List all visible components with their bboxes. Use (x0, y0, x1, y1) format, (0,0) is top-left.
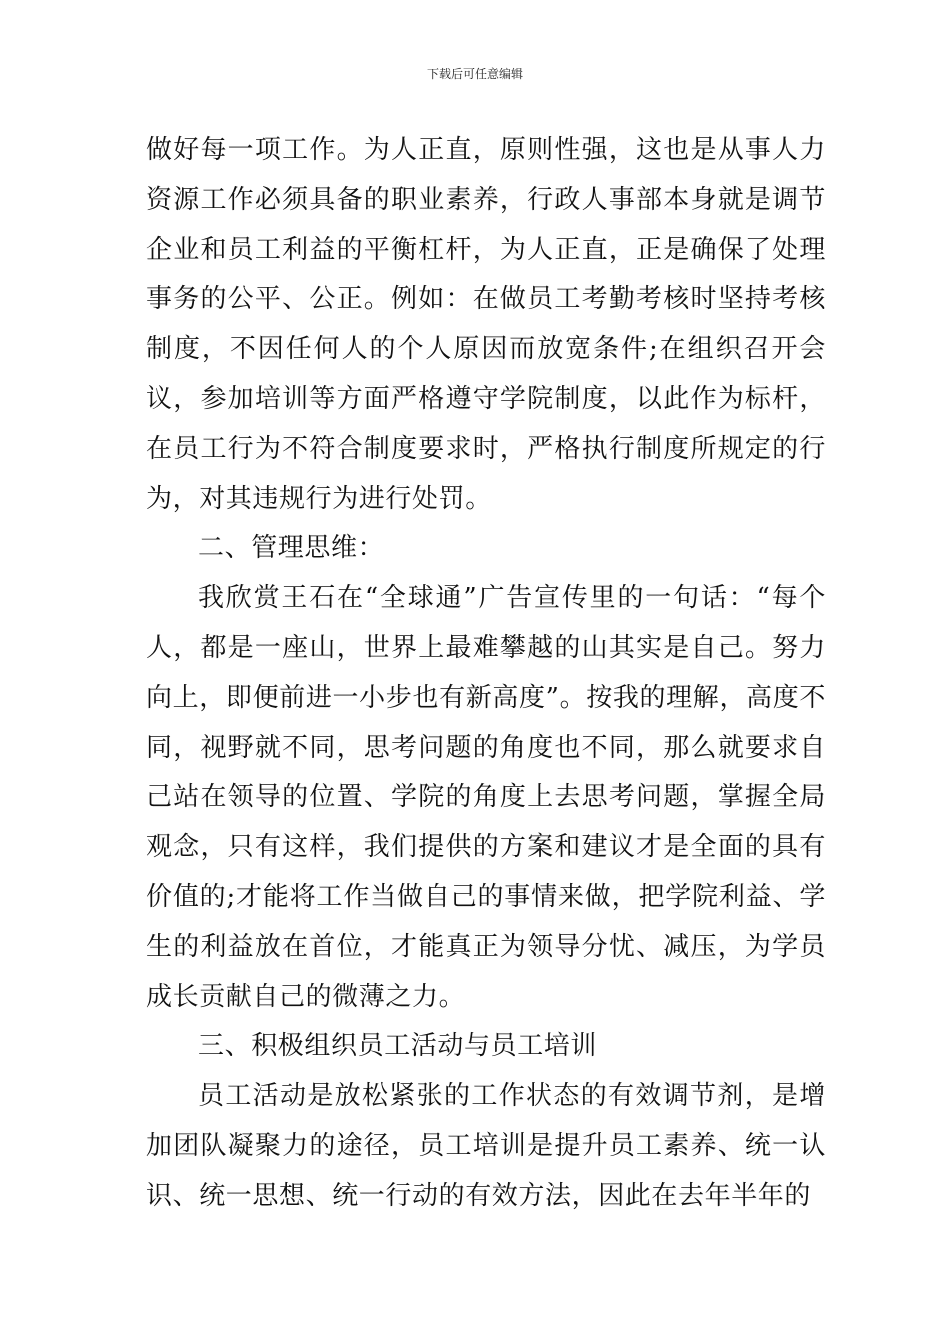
page-header-note: 下载后可任意编辑 (426, 67, 523, 81)
section-heading-staff-activities: 三、积极组织员工活动与员工培训 (198, 1031, 598, 1062)
paragraph-management-thinking: 我欣赏王石在“全球通”广告宣传里的一句话：“每个人，都是一座山，世界上最难攀越的山其实是自己。努力向上，即便前进一小步也有新高度”。按我的理解，高度不同，视野就不同，思考问题的角度也不同，那么就要求自己站在领导的位置、学院的角度上去思考问题，掌握全局观念，只有这样，我们提供的方案和建议才是全面的具有价值的;才能将工作当做自己的事情来做，把学院利益、学生的利益放在首位，才能真正为领导分忧、减压，为学员成长贡献自己的微薄之力。 (146, 583, 826, 1012)
document-body (146, 126, 826, 1222)
paragraph-staff-activities: 员工活动是放松紧张的工作状态的有效调节剂，是增加团队凝聚力的途径，员工培训是提升员工素养、统一认识、统一思想、统一行动的有效方法，因此在去年半年的 (146, 1081, 826, 1211)
paragraph-integrity: 做好每一项工作。为人正直，原则性强，这也是从事人力资源工作必须具备的职业素养，行政人事部本身就是调节企业和员工利益的平衡杠杆，为人正直，正是确保了处理事务的公平、公正。例如：在做员工考勤考核时坚持考核制度，不因任何人的个人原因而放宽条件;在组织召开会议，参加培训等方面严格遵守学院制度，以此作为标杆，在员工行为不符合制度要求时，严格执行制度所规定的行为，对其违规行为进行处罚。 (146, 135, 826, 514)
section-heading-management-thinking: 二、管理思维： (198, 533, 385, 564)
